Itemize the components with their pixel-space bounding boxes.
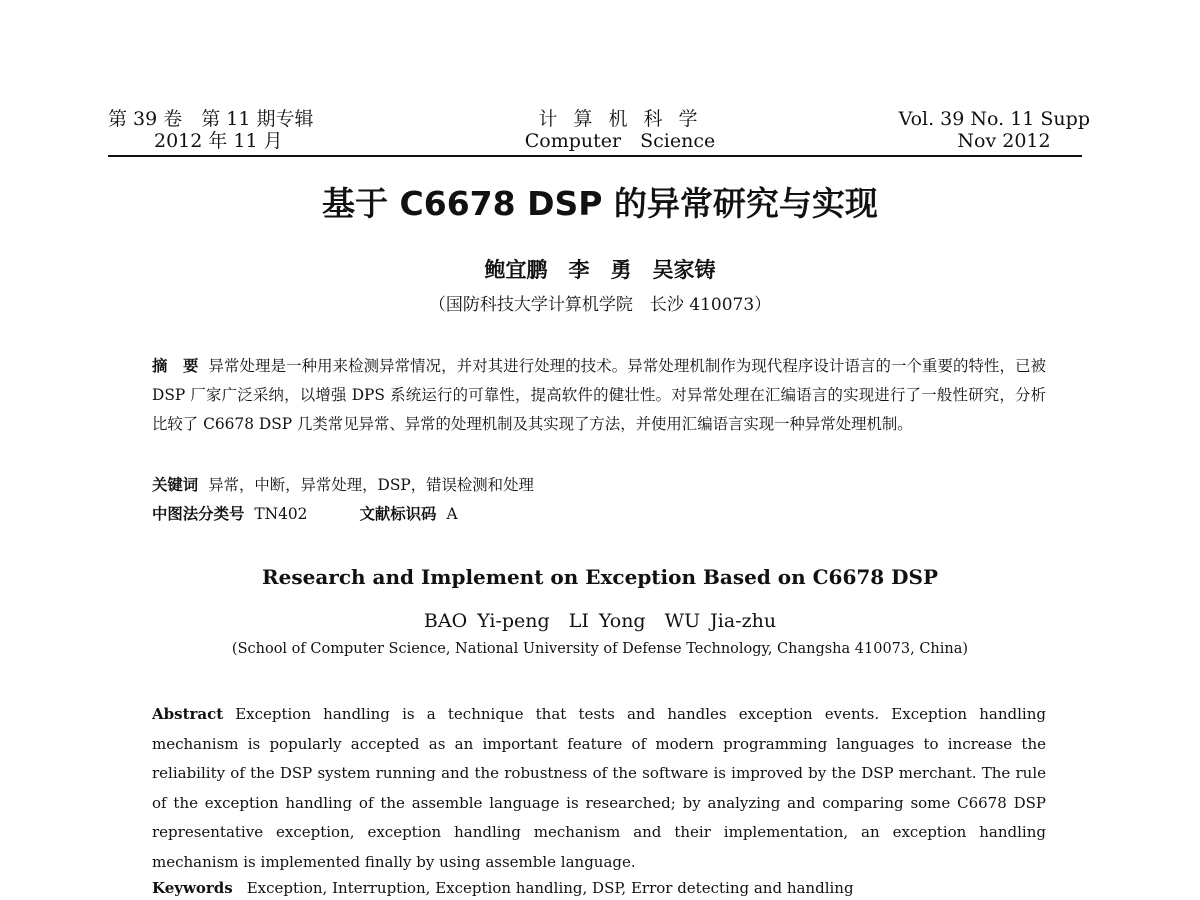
keywords-cn — [152, 473, 534, 497]
abstract-en-text: Exception handling is a technique that tests and handles exception events. Exception handling mechanism is popularly accepted as an important feature of modern programming languages to increase the reliability of the DSP system running and the robustness of the software is improved by the DSP merchant. The rule of the exception handling of the assemble language is researched; by analyzing and comparing some C6678 DSP representative exception, exception handling mechanism and their implementation, an exception handling mechanism is implemented finally by using assemble language. — [152, 705, 1046, 871]
classification-value: TN402 — [254, 505, 308, 523]
abstract-en — [152, 700, 1046, 878]
keywords-en-text: Exception, Interruption, Exception handling, DSP, Error detecting and handling — [246, 879, 854, 897]
classification-cn — [152, 502, 458, 526]
affiliation-en: (School of Computer Science, National University of Defense Technology, Changsha 410073, China) — [231, 641, 969, 657]
classification-label: 中图法分类号 — [152, 505, 245, 523]
publication-date-cn: 2012 年 11 月 — [154, 130, 283, 152]
publication-date-en: Nov 2012 — [957, 130, 1051, 152]
journal-name — [520, 108, 720, 152]
keywords-en-label: Keywords — [152, 879, 233, 897]
abstract-cn — [152, 352, 1046, 439]
abstract-cn-label: 摘 要 — [152, 357, 199, 375]
affiliation-cn: （国防科技大学计算机学院 长沙 410073） — [428, 295, 772, 315]
journal-volume-en — [880, 108, 1090, 152]
volume-issue-en: Vol. 39 No. 11 Supp — [898, 108, 1090, 130]
keywords-cn-text: 异常，中断，异常处理，DSP，错误检测和处理 — [208, 476, 534, 494]
authors-en: BAO Yi-peng LI Yong WU Jia-zhu — [423, 610, 777, 632]
authors-cn: 鲍宜鹏 李 勇 吴家铸 — [484, 258, 716, 282]
document-code-label: 文献标识码 — [359, 505, 437, 523]
document-code-value: A — [446, 505, 458, 523]
header-rule — [108, 155, 1082, 157]
paper-title-cn: 基于 C6678 DSP 的异常研究与实现 — [322, 184, 878, 223]
journal-volume-info — [108, 108, 314, 152]
journal-name-cn: 计算机科学 — [538, 108, 714, 130]
abstract-en-label: Abstract — [152, 705, 224, 723]
keywords-cn-label: 关键词 — [152, 476, 199, 494]
keywords-en — [152, 876, 854, 900]
abstract-cn-text: 异常处理是一种用来检测异常情况，并对其进行处理的技术。异常处理机制作为现代程序设计语言的一个重要的特性，已被 DSP 厂家广泛采纳，以增强 DPS 系统运行的可靠性，提高软件的健壮性。对异常处理在汇编语言的实现进行了一般性研究，分析比较了 C6678 DSP 几类常见异常、异常的处理机制及其实现了方法，并使用汇编语言实现一种异常处理机制。 — [152, 357, 1046, 433]
volume-issue: 第 39 卷 第 11 期专辑 — [108, 108, 314, 130]
paper-title-en: Research and Implement on Exception Based on C6678 DSP — [262, 565, 938, 589]
journal-name-en: Computer Science — [524, 130, 716, 152]
